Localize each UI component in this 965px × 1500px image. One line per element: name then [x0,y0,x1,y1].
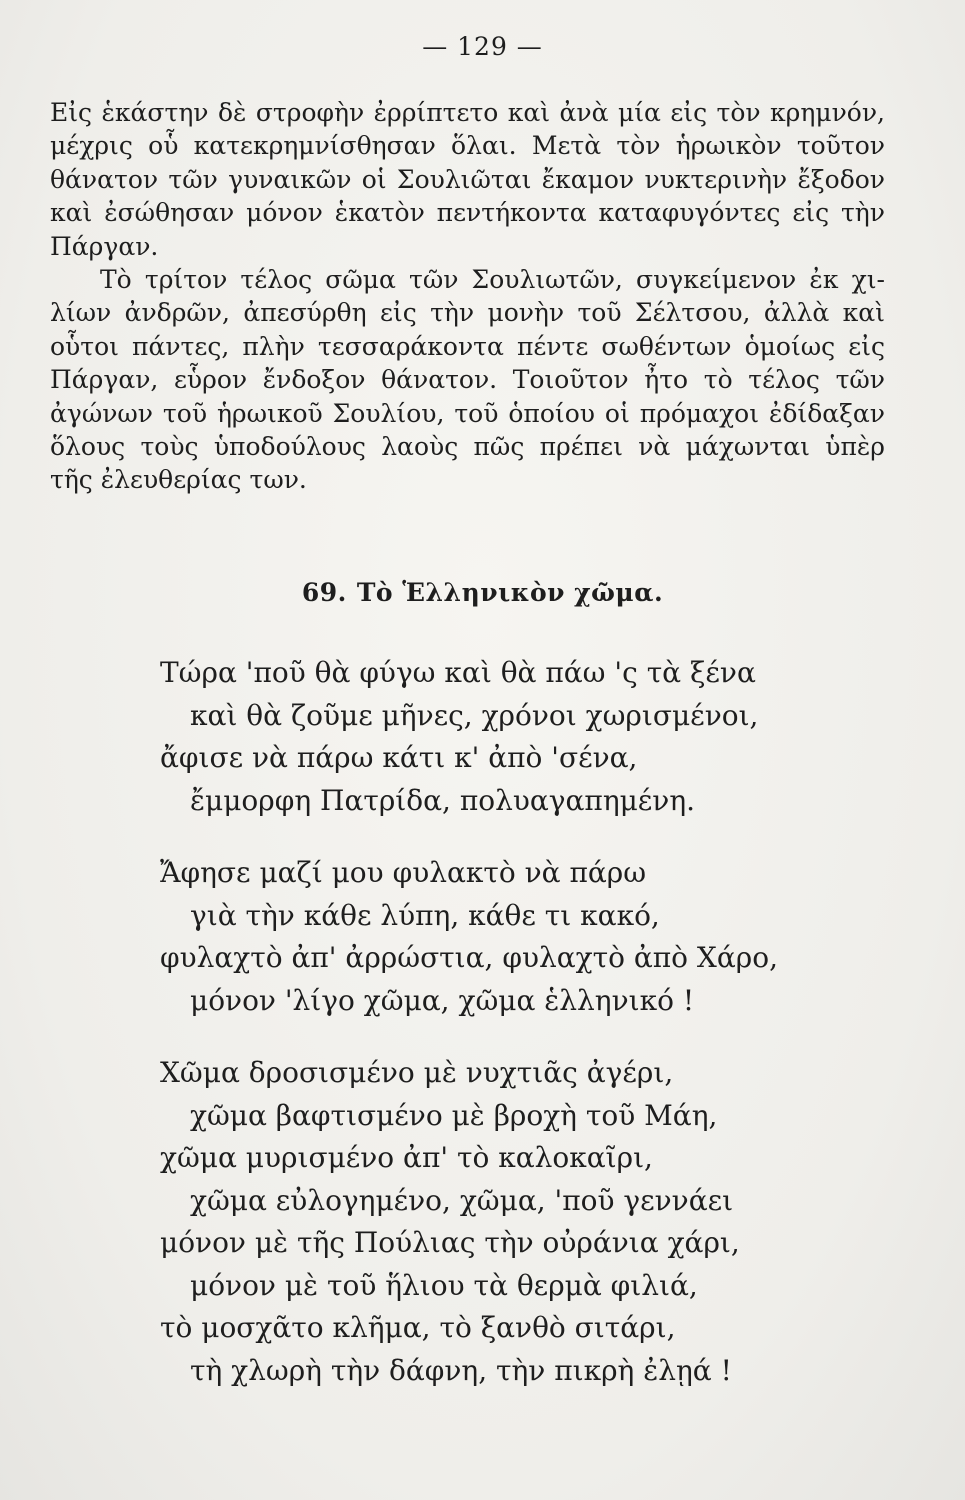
poem-verse: γιὰ τὴν κάθε λύπη, κάθε τι κακό, [190,898,660,932]
poem-verse: ἄφισε νὰ πάρω κάτι κ' ἀπὸ 'σένα, [160,741,638,774]
section-heading [0,578,965,607]
poem-stanza [160,852,880,1022]
poem-stanza [160,1052,880,1392]
prose-line: μέχρις οὗ κατεκρημνίσθησαν ὅλαι. Μετὰ τὸν ἡρωικὸν τοῦτον [50,131,885,161]
poem-verse: Χῶμα δροσισμένο μὲ νυχτιᾶς ἀγέρι, [160,1056,674,1089]
page-number: — 129 — [422,32,543,61]
poem-verse: καὶ θὰ ζοῦμε μῆνες, χρόνοι χωρισμένοι, [190,698,759,732]
poem-verse: μόνον μὲ τῆς Πούλιας τὴν οὐράνια χάρι, [160,1226,740,1259]
poem [160,652,880,1420]
prose-line: Εἰς ἑκάστην δὲ στροφὴν ἐρρίπτετο καὶ ἀνὰ μία εἰς τὸν κρημνόν, [50,98,885,127]
prose-line: θάνατον τῶν γυναικῶν οἱ Σουλιῶται ἔκαμον νυκτερινὴν ἔξοδον [50,164,885,194]
poem-verse: φυλαχτὸ ἀπ' ἀρρώστια, φυλαχτὸ ἀπὸ Χάρο, [160,941,778,974]
poem-verse: χῶμα εὐλογημένο, χῶμα, 'ποῦ γεννάει [190,1183,734,1217]
poem-stanza [160,652,880,822]
poem-verse: Τώρα 'ποῦ θὰ φύγω καὶ θὰ πάω 'ς τὰ ξένα [160,656,756,689]
prose-line: Πάργαν. [50,231,159,261]
prose-line: ὅλους τοὺς ὑποδούλους λαοὺς πῶς πρέπει νὰ μάχωνται ὑπὲρ [50,431,885,461]
poem-verse: χῶμα μυρισμένο ἀπ' τὸ καλοκαῖρι, [160,1141,653,1174]
poem-verse: μόνον μὲ τοῦ ἥλιου τὰ θερμὰ φιλιά, [190,1268,698,1302]
prose-line: λίων ἀνδρῶν, ἀπεσύρθη εἰς τὴν μονὴν τοῦ Σέλτσου, ἀλλὰ καὶ [50,298,885,328]
poem-verse: τὸ μοσχᾶτο κλῆμα, τὸ ξανθὸ σιτάρι, [160,1311,676,1344]
poem-verse: Ἄφησε μαζί μου φυλακτὸ νὰ πάρω [160,856,647,889]
poem-verse: τὴ χλωρὴ τὴν δάφνη, τὴν πικρὴ ἐλῃά ! [190,1353,732,1387]
section-number: 69. [301,578,347,607]
poem-verse: χῶμα βαφτισμένο μὲ βροχὴ τοῦ Μάη, [190,1098,718,1132]
poem-verse: μόνον 'λίγο χῶμα, χῶμα ἑλληνικό ! [190,983,695,1017]
prose-line: Τὸ τρίτον τέλος σῶμα τῶν Σουλιωτῶν, συγκείμενον ἐκ χι- [100,264,885,294]
poem-verse: ἔμμορφη Πατρίδα, πολυαγαπημένη. [190,783,695,817]
prose-line: καὶ ἐσώθησαν μόνον ἑκατὸν πεντήκοντα καταφυγόντες εἰς τὴν [50,198,885,228]
prose-line: οὗτοι πάντες, πλὴν τεσσαράκοντα πέντε σωθέντων ὁμοίως εἰς [50,331,885,361]
prose-line: τῆς ἐλευθερίας των. [50,465,307,495]
prose-paragraphs [50,96,885,497]
section-title: Τὸ Ἑλληνικὸν χῶμα. [356,578,664,607]
prose-line: Πάργαν, εὗρον ἔνδοξον θάνατον. Τοιοῦτον ἦτο τὸ τέλος τῶν [50,365,885,395]
prose-line: ἀγώνων τοῦ ἡρωικοῦ Σουλίου, τοῦ ὁποίου οἱ πρόμαχοι ἐδίδαξαν [50,398,885,428]
